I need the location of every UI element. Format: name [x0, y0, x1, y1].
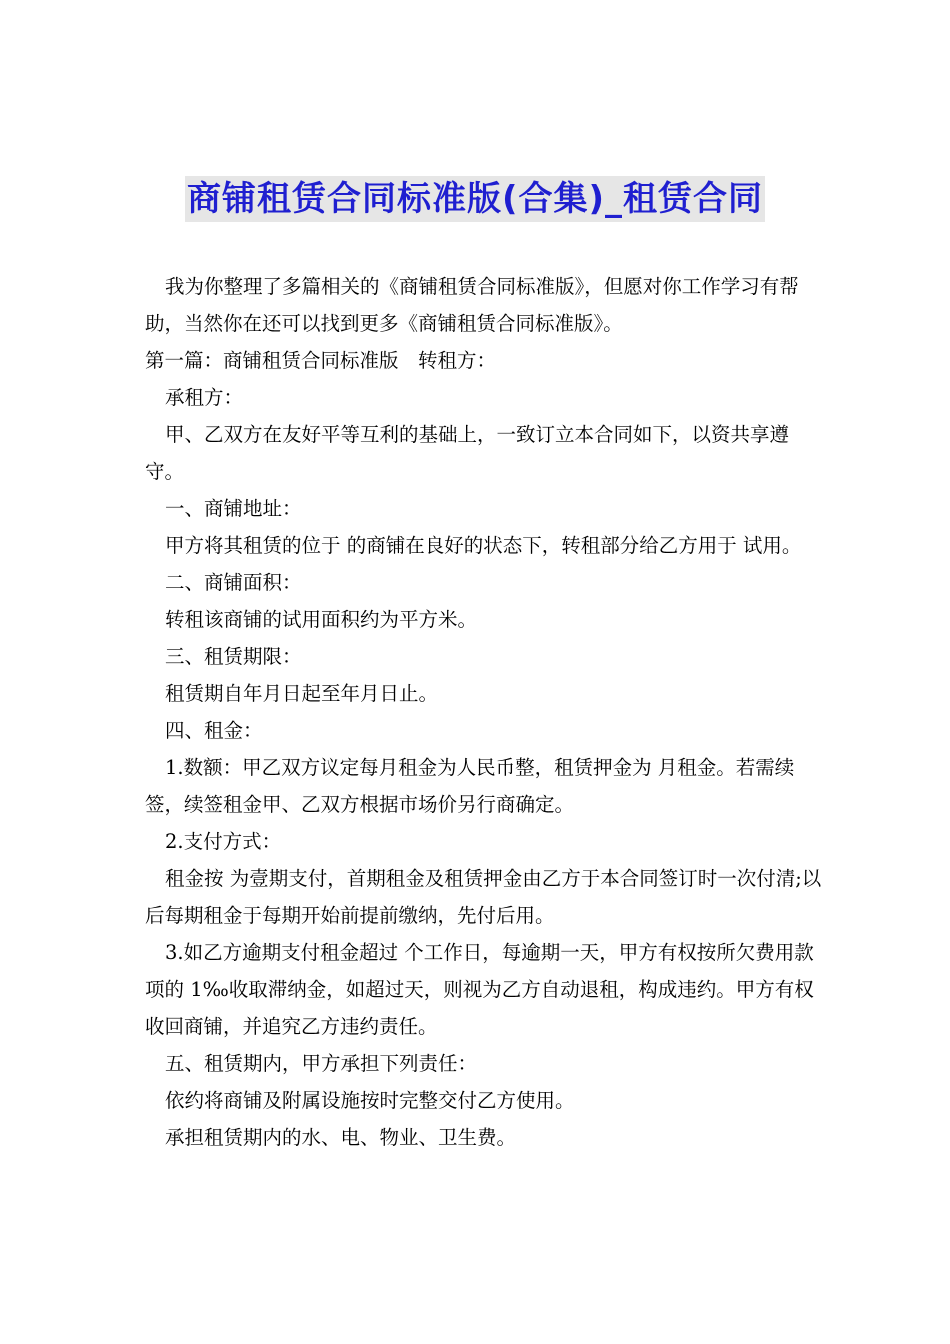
paragraph-payment-heading: 2.支付方式：: [165, 830, 282, 853]
title-area: [0, 176, 950, 222]
paragraph-agreement: 甲、乙双方在友好平等互利的基础上，一致订立本合同如下，以资共享遵守。: [145, 423, 790, 483]
paragraph-chapter-heading: 第一篇：商铺租赁合同标准版 转租方：: [145, 349, 497, 372]
section-heading-area: 二、商铺面积：: [165, 571, 302, 594]
paragraph-payment-method: 租金按 为壹期支付，首期租金及租赁押金由乙方于本合同签订时一次付清;以后每期租金于每期开始前提前缴纳，先付后用。: [145, 867, 822, 927]
paragraph-area: 转租该商铺的试用面积约为平方米。: [165, 608, 478, 631]
section-heading-lessor-duties: 五、租赁期内，甲方承担下列责任：: [165, 1052, 478, 1075]
document-body: [145, 268, 825, 1156]
paragraph-duty-fees: 承担租赁期内的水、电、物业、卫生费。: [165, 1126, 517, 1149]
document-title: 商铺租赁合同标准版(合集)_租赁合同: [185, 176, 765, 222]
paragraph-address: 甲方将其租赁的位于 的商铺在良好的状态下，转租部分给乙方用于 试用。: [165, 534, 802, 557]
paragraph-intro: 我为你整理了多篇相关的《商铺租赁合同标准版》，但愿对你工作学习有帮助，当然你在还可以找到更多《商铺租赁合同标准版》。: [145, 275, 799, 335]
paragraph-lessee: 承租方：: [165, 386, 244, 409]
paragraph-duty-delivery: 依约将商铺及附属设施按时完整交付乙方使用。: [165, 1089, 575, 1112]
paragraph-rent-amount: 1.数额：甲乙双方议定每月租金为人民币整，租赁押金为 月租金。若需续签，续签租金甲、乙双方根据市场价另行商确定。: [145, 756, 795, 816]
paragraph-late-payment: 3.如乙方逾期支付租金超过 个工作日，每逾期一天，甲方有权按所欠费用款项的 1‰收取滞纳金，如超过天，则视为乙方自动退租，构成违约。甲方有权收回商铺，并追究乙方违约责任。: [145, 941, 814, 1038]
paragraph-term: 租赁期自年月日起至年月日止。: [165, 682, 439, 705]
section-heading-address: 一、商铺地址：: [165, 497, 302, 520]
section-heading-rent: 四、租金：: [165, 719, 263, 742]
section-heading-term: 三、租赁期限：: [165, 645, 302, 668]
